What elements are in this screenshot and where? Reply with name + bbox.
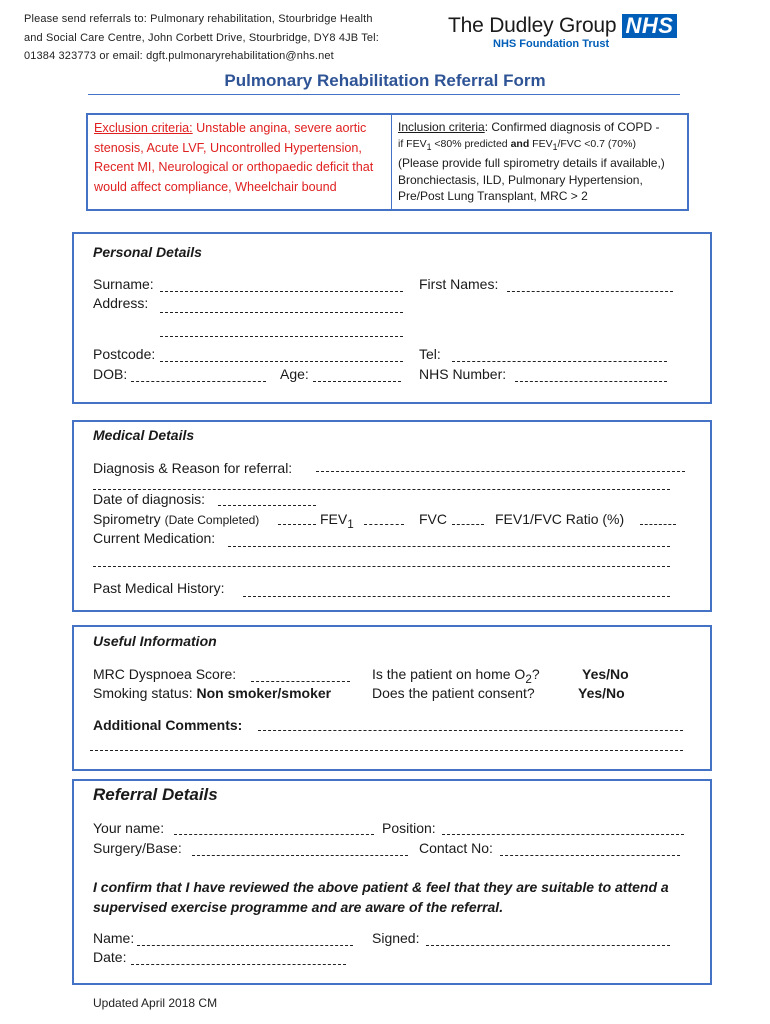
signed-label: Signed: — [372, 930, 420, 946]
inclusion-line-1: : Confirmed diagnosis of COPD - — [484, 120, 660, 134]
diagnosis-field-1[interactable] — [316, 471, 685, 472]
fev1-label — [320, 511, 354, 531]
referral-details-title: Referral Details — [93, 785, 218, 804]
date-field[interactable] — [131, 964, 346, 965]
referral-line-1: Please send referrals to: Pulmonary rehabilitation, Stourbridge Health — [24, 13, 373, 25]
fvc-field[interactable] — [452, 524, 484, 525]
form-title: Pulmonary Rehabilitation Referral Form — [224, 71, 546, 90]
fvc-label: FVC — [419, 511, 447, 527]
your-name-field[interactable] — [174, 834, 374, 835]
contact-label: Contact No: — [419, 840, 493, 856]
useful-info-title: Useful Information — [93, 633, 217, 649]
nhs-logo: NHS — [622, 14, 677, 38]
age-label: Age: — [280, 366, 309, 382]
consent-options[interactable]: Yes/No — [578, 685, 625, 701]
spirometry-date-field[interactable] — [278, 524, 316, 525]
date-of-diagnosis-label: Date of diagnosis: — [93, 491, 206, 507]
home-o2-text: Is the patient on home O — [372, 666, 526, 682]
mrc-field[interactable] — [251, 681, 350, 682]
postcode-field[interactable] — [160, 361, 403, 362]
surname-label: Surname: — [93, 276, 154, 292]
position-field[interactable] — [442, 834, 684, 835]
personal-details-title: Personal Details — [93, 244, 202, 260]
inclusion-rest: (Please provide full spirometry details if available,) Bronchiectasis, ILD, Pulmonary Hypertension, Pre/Post Lung Transplant, MRC > 2 — [398, 156, 665, 204]
age-field[interactable] — [313, 381, 401, 382]
date-of-diagnosis-field[interactable] — [218, 505, 316, 506]
tel-field[interactable] — [452, 361, 667, 362]
dob-label: DOB: — [93, 366, 128, 382]
current-medication-field-2[interactable] — [93, 566, 670, 567]
exclusion-text: Unstable angina, severe aortic stenosis, Acute LVF, Uncontrolled Hypertension, Recent MI, Neurological or orthopaedic deficit that would affect compliance, Wheelchair bound — [94, 121, 374, 194]
inclusion-sub-2: 1 — [552, 141, 558, 152]
mrc-label: MRC Dyspnoea Score: — [93, 666, 237, 682]
referral-address — [24, 10, 404, 66]
smoking-label — [93, 685, 331, 701]
surname-field[interactable] — [160, 291, 403, 292]
contact-field[interactable] — [500, 855, 680, 856]
org-name: The Dudley Group — [448, 14, 617, 37]
exclusion-criteria — [88, 115, 392, 209]
surgery-label: Surgery/Base: — [93, 840, 182, 856]
ratio-field[interactable] — [640, 524, 676, 525]
home-o2-options[interactable]: Yes/No — [582, 666, 629, 682]
spirometry-label — [93, 511, 259, 527]
name-field[interactable] — [137, 945, 353, 946]
diagnosis-field-2[interactable] — [93, 489, 670, 490]
your-name-label: Your name: — [93, 820, 165, 836]
past-history-label: Past Medical History: — [93, 580, 225, 596]
surgery-field[interactable] — [192, 855, 408, 856]
name-label: Name: — [93, 930, 135, 946]
first-names-field[interactable] — [507, 291, 673, 292]
date-completed-label: (Date Completed) — [164, 513, 260, 527]
comments-label: Additional Comments: — [93, 717, 243, 733]
inclusion-fev: FEV — [529, 137, 553, 150]
fev1-sub: 1 — [347, 517, 354, 531]
consent-label: Does the patient consent? — [372, 685, 535, 701]
postcode-label: Postcode: — [93, 346, 156, 362]
trust-name: NHS Foundation Trust — [493, 38, 610, 50]
home-o2-label — [372, 666, 540, 686]
title-divider — [88, 94, 680, 95]
comments-field-1[interactable] — [258, 730, 683, 731]
date-label: Date: — [93, 949, 127, 965]
dob-field[interactable] — [131, 381, 266, 382]
inclusion-and: and — [510, 137, 530, 150]
inclusion-pred: <80% predicted — [431, 137, 511, 150]
position-label: Position: — [382, 820, 436, 836]
fev1-text: FEV — [320, 511, 348, 527]
comments-field-2[interactable] — [90, 750, 683, 751]
address-field-2[interactable] — [160, 336, 403, 337]
confirmation-statement: I confirm that I have reviewed the above patient & feel that they are suitable to attend a supervised exercise programme and are aware of the referral. — [93, 879, 669, 915]
exclusion-label: Exclusion criteria: — [94, 121, 193, 135]
nhs-number-field[interactable] — [515, 381, 667, 382]
past-history-field[interactable] — [243, 596, 670, 597]
first-names-label: First Names: — [419, 276, 499, 292]
home-o2-q: ? — [531, 666, 540, 682]
referral-line-3: 01384 323773 or email: dgft.pulmonaryrehabilitation@nhs.net — [24, 50, 334, 62]
inclusion-criteria — [392, 115, 687, 209]
tel-label: Tel: — [419, 346, 441, 362]
referral-line-2: and Social Care Centre, John Corbett Drive, Stourbridge, DY8 4JB Tel: — [24, 31, 379, 44]
smoking-text: Smoking status: — [93, 685, 197, 701]
address-field-1[interactable] — [160, 312, 403, 313]
ratio-label: FEV1/FVC Ratio (%) — [495, 511, 625, 527]
diagnosis-label: Diagnosis & Reason for referral: — [93, 460, 293, 476]
inclusion-ratio: /FVC <0.7 (70%) — [557, 137, 636, 150]
address-label: Address: — [93, 295, 149, 311]
nhs-number-label: NHS Number: — [419, 366, 507, 382]
current-medication-label: Current Medication: — [93, 530, 216, 546]
inclusion-if: if FEV — [398, 137, 427, 150]
inclusion-sub-1: 1 — [426, 141, 432, 152]
footer-updated: Updated April 2018 CM — [93, 996, 218, 1010]
fev1-field[interactable] — [364, 524, 404, 525]
medical-details-title: Medical Details — [93, 427, 195, 443]
signed-field[interactable] — [426, 945, 670, 946]
inclusion-label: Inclusion criteria — [398, 120, 485, 134]
current-medication-field-1[interactable] — [228, 546, 670, 547]
smoking-options[interactable]: Non smoker/smoker — [196, 685, 332, 701]
home-o2-sub: 2 — [525, 672, 532, 686]
spirometry-text: Spirometry — [93, 511, 165, 527]
criteria-box — [86, 113, 689, 211]
